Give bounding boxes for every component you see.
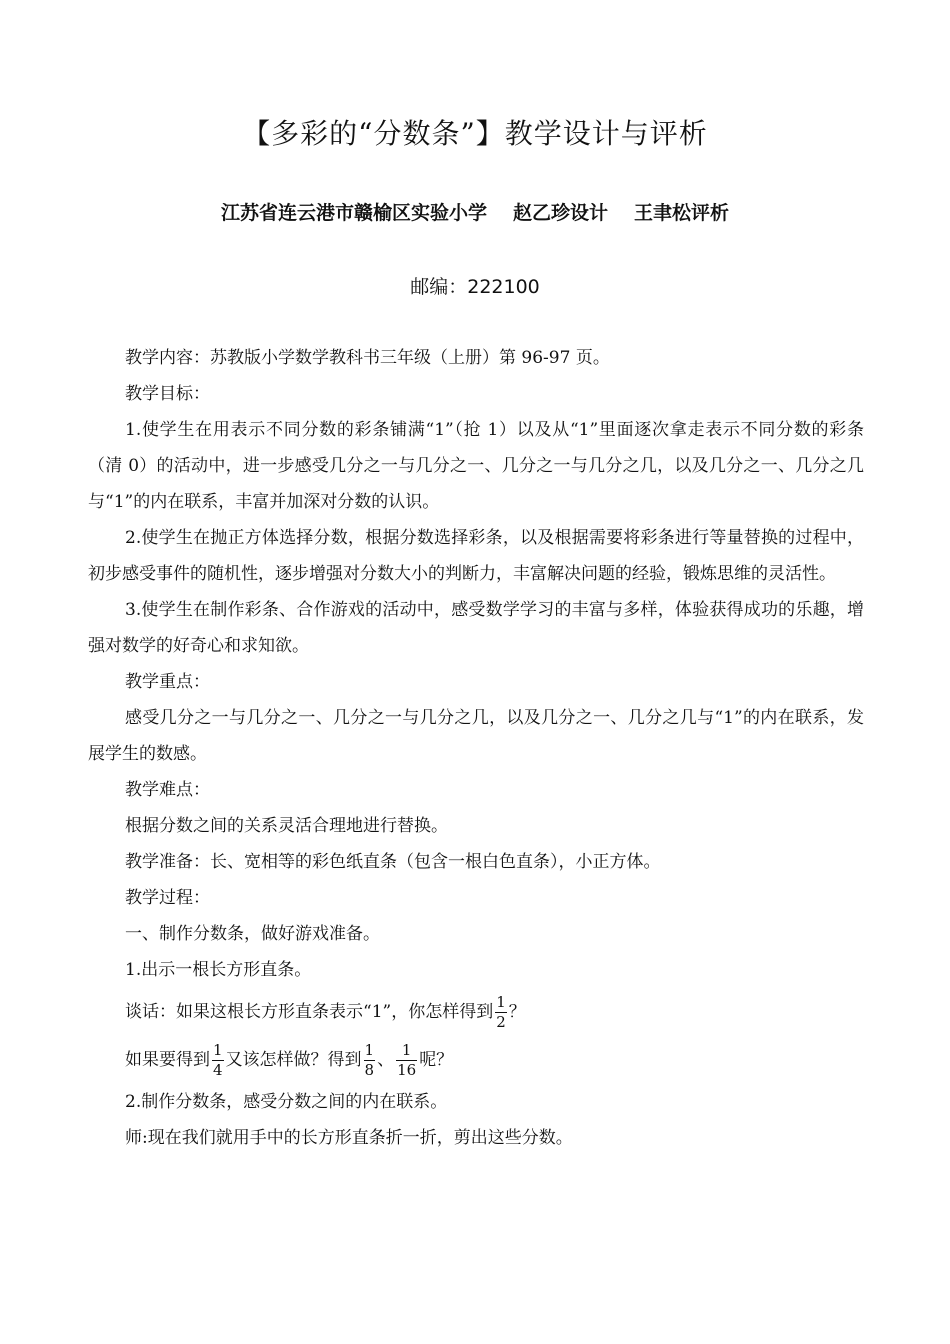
fraction-numerator: 1 [213,1041,223,1059]
teaching-content: 教学内容：苏教版小学数学教科书三年级（上册）第 96-97 页。 [125,348,610,368]
fraction-numerator: 1 [496,993,506,1011]
section-1-heading: 一、制作分数条，做好游戏准备。 [125,924,380,944]
question-line [88,1036,864,1084]
fraction-quarter [212,1041,224,1080]
author-line [0,198,950,225]
fraction-sixteenth [396,1041,417,1080]
preparation: 教学准备：长、宽相等的彩色纸直条（包含一根白色直条），小正方体。 [125,852,661,872]
talk-line [88,988,864,1036]
difficulty-text: 根据分数之间的关系灵活合理地进行替换。 [125,816,448,836]
question-separator: 、 [377,1050,395,1070]
objective-2: 2.使学生在抛正方体选择分数，根据分数选择彩条，以及根据需要将彩条进行等量替换的过程中，初步感受事件的随机性，逐步增强对分数大小的判断力，丰富解决问题的经验，锻炼思维的灵活性。 [88,528,864,584]
fraction-half [495,993,507,1032]
talk-suffix: ？ [508,1002,526,1022]
postcode: 邮编：222100 [410,276,540,298]
fraction-numerator: 1 [396,1041,417,1061]
key-text: 感受几分之一与几分之一、几分之一与几分之几，以及几分之一、几分之几与“1”的内在联系，发展学生的数感。 [88,708,864,764]
fraction-numerator: 1 [364,1041,375,1059]
teacher-line: 师:现在我们就用手中的长方形直条折一折，剪出这些分数。 [125,1128,573,1148]
author-school: 江苏省连云港市赣榆区实验小学 [220,202,487,224]
question-prefix: 如果要得到 [125,1050,210,1070]
question-mid: 又该怎样做？得到 [225,1050,362,1070]
fraction-denominator: 4 [213,1061,223,1079]
author-designer: 赵乙珍设计 [512,202,608,224]
objective-1: 1.使学生在用表示不同分数的彩条铺满“1”（抢 1）以及从“1”里面逐次拿走表示不同分数的彩条（清 0）的活动中，进一步感受几分之一与几分之一、几分之一与几分之几，以及几分之一、几分之几与“1”的内在联系，丰富并加深对分数的认识。 [88,420,864,512]
fraction-eighth [364,1041,376,1080]
fraction-denominator: 2 [496,1013,506,1031]
author-reviewer: 王聿松评析 [634,202,730,224]
talk-prefix: 谈话：如果这根长方形直条表示“1”，你怎样得到 [125,1002,494,1022]
difficulty-heading: 教学难点： [125,780,210,800]
step-2: 2.制作分数条，感受分数之间的内在联系。 [125,1092,448,1112]
objectives-heading: 教学目标： [125,384,210,404]
fraction-denominator: 16 [397,1061,417,1079]
step-1: 1.出示一根长方形直条。 [125,960,312,980]
objective-3: 3.使学生在制作彩条、合作游戏的活动中，感受数学学习的丰富与多样，体验获得成功的乐趣，增强对数学的好奇心和求知欲。 [88,600,864,656]
process-heading: 教学过程： [125,888,210,908]
question-suffix: 呢？ [419,1050,454,1070]
document-title: 【多彩的“分数条”】教学设计与评析 [242,117,708,150]
fraction-denominator: 8 [364,1061,375,1079]
document-body [88,340,864,1156]
key-heading: 教学重点： [125,672,210,692]
